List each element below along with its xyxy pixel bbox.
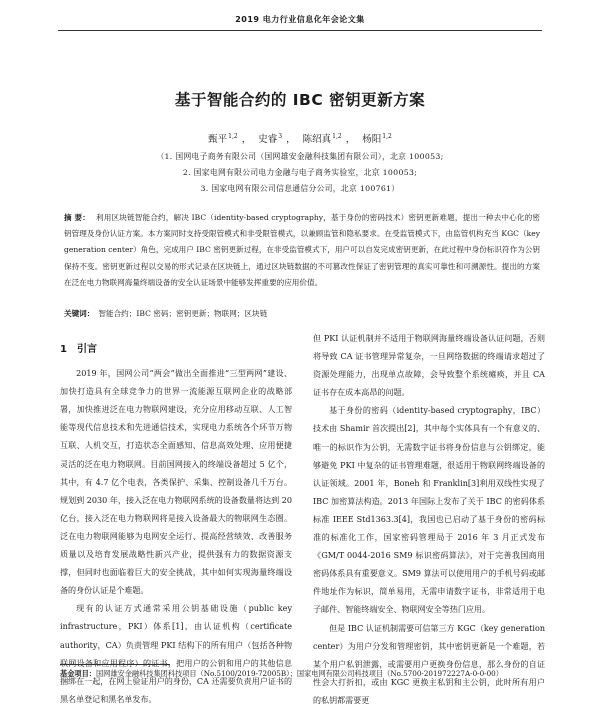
author-name: 史睿 <box>258 134 278 145</box>
body-paragraph: 2019 年，国网公司“两会”做出全面推进“三型两网”建设、加快打造具有全球竞争力的世界一流能源互联网企业的战略部署，加快推进泛在电力物联网建设，充分应用移动互联、人工智能等现代信息技术和先进通信技术，实现电力系统各个环节万物互联、人机交互，打造状态全面感知、信息高效处理、应用便捷灵活的泛在电力物联网。目前国网接入的终端设备超过 5 亿个，其中，有 4.7 亿个电表，各类保护、采集、控制设备几千万台。规划到 2030 年，接入泛在电力物联网系统的设备数量将达到 20 亿台，接入泛在电力物联网将是接入设备最大的物联网生态圈。泛在电力物联网能够为电网安全运行、提高经营绩效、改善服务质量以及培育发展战略性新兴产业，提供强有力的数据资源支撑，但同时也面临着巨大的安全挑战，其中如何实现海量终端设备的身份认证是个难题。 <box>60 369 292 596</box>
author-list: 甄平$^{1,2}$ ， 史睿$^3$ ， 陈绍真$^{1,2}$ ， 杨阳$^{1,2}$ <box>208 132 392 145</box>
paper-title: 基于智能合约的 IBC 密钥更新方案 <box>174 91 426 109</box>
abstract <box>64 210 540 291</box>
affiliation-1: （1. 国网电子商务有限公司（国网雄安金融科技集团有限公司），北京 100053; <box>156 152 444 161</box>
keywords-label: 关键词： <box>64 309 95 318</box>
footnote-label: 基金项目： <box>60 669 96 678</box>
funding-footnote <box>60 668 540 680</box>
section-heading <box>60 341 292 359</box>
body-paragraph: 但是 IBC 认证机制需要可信第三方 KGC（key generation center）为用户分发和管理密钥，其中密钥更新是一个难题，若某个用户私钥泄露，或需要用户更换身份信息，那么身份的自证性会大打折扣，或由 KGC 更换主私钥和主公钥，此时所有用户的私钥都需要更 <box>313 623 545 705</box>
author-affiliation-mark: 1,2 <box>228 132 238 140</box>
body-paragraph: 现有的认证方式通常采用公钥基础设施（public key infrastructure，PKI）体系[1]，由认证机构（certificate authority，CA）负责管理 PKI 结构下的所有用户（包括各种物联网设备和应用程序）的证书，把用户的公钥和用户的其他信息捆绑在一起，在网上验证用户的身份，CA 还需要负责用户证书的黑名单登记和黑名单发布。 <box>60 604 292 704</box>
abstract-text: 利用区块链智能合约，解决 IBC（identity-based cryptography，基于身份的密码技术）密钥更新难题，提出一种去中心化的密钥管理及身份认证方案。本方案同时支持受限管模式和非受限管模式，以兼顾监管和隐私要求。在受监管模式下，由监管机构充当 KGC（key generation center）角色，完成用户 IBC 密钥更新过程，在非受监管模式下，用户可以自发完成密钥更新，在此过程中身份标识符作为公钥保持不变。密钥更新过程以交易的形式记录在区块链上，通过区块链数据的不可篡改性保证了密钥管理的真实可靠性和可溯源性。提出的方案在泛在电力物联网海量终端设备的安全认证场景中能够发挥重要的应用价值。 <box>64 213 540 287</box>
section-number: 1 <box>60 344 67 355</box>
author-affiliation-mark: 1,2 <box>382 132 392 140</box>
left-column <box>60 330 292 709</box>
footnote-text: 国网雄安金融科技集团科技项目（No.5100/2019-72005B）；国家电网有限公司科技项目（No.5700-201972227A-0-0-00） <box>95 669 503 678</box>
header-divider <box>58 30 542 31</box>
section-title: 引言 <box>76 344 97 355</box>
body-paragraph: 但 PKI 认证机制并不适用于物联网海量终端设备认证问题，否则将导致 CA 证书管理异常复杂，一旦网络数据的终端请求超过了资源处理能力，出现单点故障，会导致整个系统瘫痪，并且 CA 证书存在成本高昂的问题。 <box>313 334 545 398</box>
footnote-divider <box>60 664 170 665</box>
author-name: 甄平 <box>208 134 228 145</box>
keywords <box>64 307 540 321</box>
right-column <box>313 330 545 710</box>
author-affiliation-mark: 3 <box>278 132 283 140</box>
affiliation-3: 3. 国家电网有限公司信息通信分公司，北京 100761） <box>200 184 400 193</box>
abstract-label: 摘 要： <box>64 213 91 222</box>
author-affiliation-mark: 1,2 <box>332 132 342 140</box>
affiliation-2: 2. 国家电网有限公司电力金融与电子商务实验室，北京 100053; <box>182 168 418 177</box>
author-name: 杨阳 <box>362 134 382 145</box>
body-paragraph: 基于身份的密码（identity-based cryptography，IBC）技术由 Shamir 首次提出[2]，其中每个实体具有一个有意义的、唯一的标识作为公钥，无需数字证书将身份信息与公钥绑定，能够避免 PKI 中复杂的证书管理难题，很适用于物联网终端设备的认证领域。2001 年，Boneh 和 Franklin[3]利用双线性实现了 IBC 加密算法构造。2013 年国际上发布了关于 IBC 的密码体系标准 IEEE Std1363.3[4]，我国也已启动了基于身份的密码标准的标准化工作，国家密码管理局于 2016 年 3 月正式发布《GM/T 0044-2016 SM9 标识密码算法》，对于完善我国商用密码体系具有重要意义。SM9 算法可以使用用户的手机号码或邮件地址作为标识，简单易用，无需申请数字证书，非常适用于电子邮件、智能终端安全、物联网安全等热门应用。 <box>313 406 545 615</box>
keywords-text: 智能合约；IBC 密码；密钥更新；物联网；区块链 <box>98 309 268 318</box>
running-header: 2019 电力行业信息化年会论文集 <box>235 15 365 24</box>
author-name: 陈绍真 <box>302 134 332 145</box>
